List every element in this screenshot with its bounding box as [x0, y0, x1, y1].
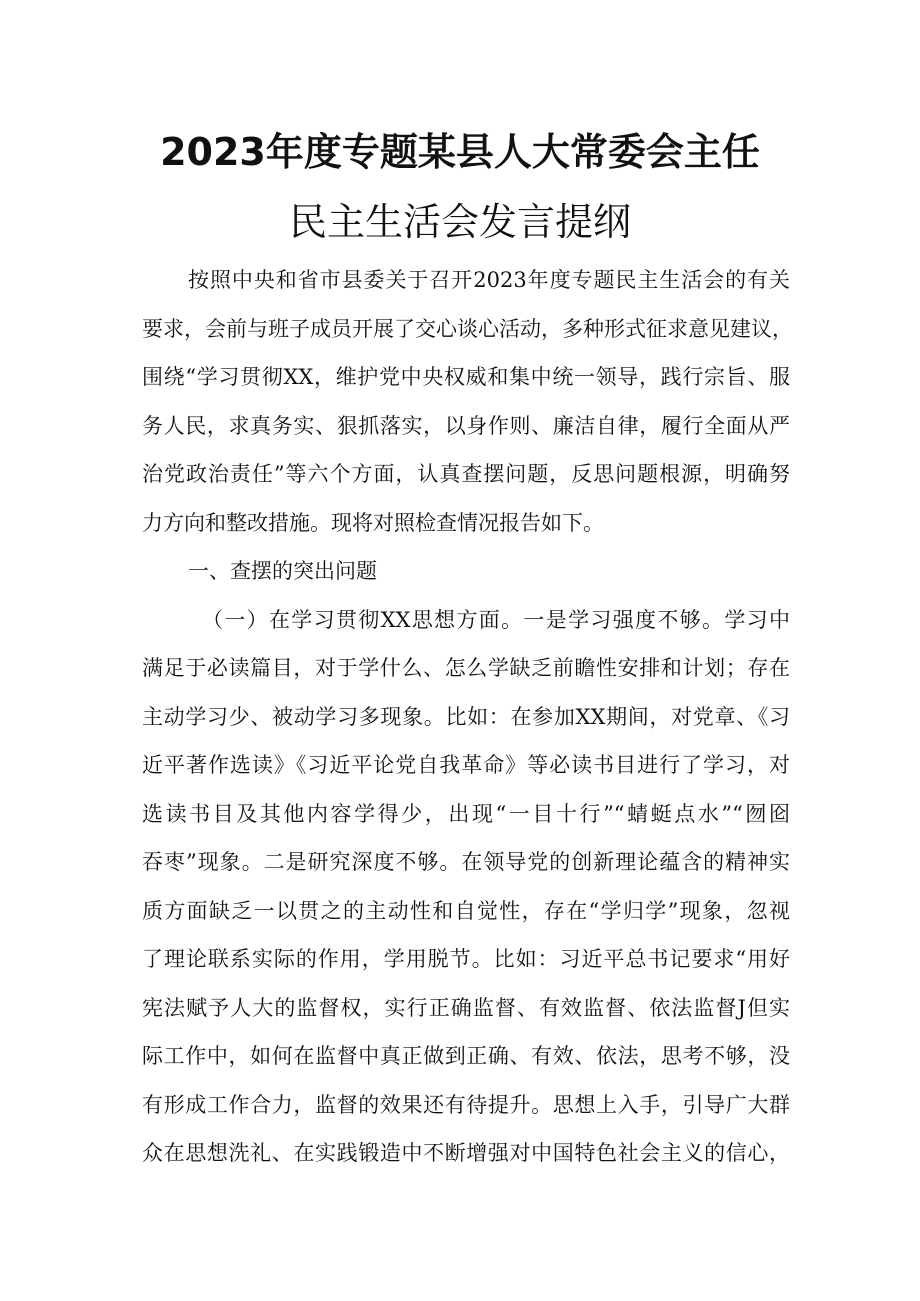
body-line: 力方向和整改措施。现将对照检查情况报告如下。	[142, 510, 604, 535]
body-line: 要求，会前与班子成员开展了交心谈心活动，多种形式征求意见建议，	[142, 316, 793, 341]
body-line: 围绕“学习贯彻XX，维护党中央权威和集中统一领导，践行宗旨、服	[142, 365, 790, 389]
section-heading: 一、查摆的突出问题	[188, 559, 377, 583]
body-line: 际工作中，如何在监督中真正做到正确、有效、依法，思考不够，没	[142, 1044, 790, 1068]
document-body	[142, 256, 793, 1178]
document-title-line-2: 民主生活会发言提纲	[288, 200, 631, 244]
body-line: 众在思想洗礼、在实践锻造中不断增强对中国特色社会主义的信心，	[142, 1141, 790, 1165]
body-line: 满足于必读篇目，对于学什么、怎么学缺乏前瞻性安排和计划；存在	[142, 656, 790, 680]
body-line: 按照中央和省市县委关于召开2023年度专题民主生活会的有关	[188, 268, 790, 292]
body-line: 近平著作选读》《习近平论党自我革命》等必读书目进行了学习，对	[142, 753, 790, 777]
body-line: （一）在学习贯彻XX思想方面。一是学习强度不够。学习中	[202, 607, 790, 632]
body-line: 有形成工作合力，监督的效果还有待提升。思想上入手，引导广大群	[142, 1092, 790, 1117]
body-line: 宪法赋予人大的监督权，实行正确监督、有效监督、依法监督J但实	[142, 995, 790, 1020]
body-line: 吞枣”现象。二是研究深度不够。在领导党的创新理论蕴含的精神实	[142, 850, 790, 874]
body-line: 主动学习少、被动学习多现象。比如：在参加XX期间，对党章、《习	[142, 704, 790, 729]
body-line: 务人民，求真务实、狠抓落实，以身作则、廉洁自律，履行全面从严	[142, 413, 790, 438]
body-line: 治党政治责任”等六个方面，认真查摆问题，反思问题根源，明确努	[142, 462, 790, 486]
document-title-line-1: 2023年度专题某县人大常委会主任	[160, 130, 760, 174]
body-line: 选读书目及其他内容学得少，出现“一目十行”“蜻蜓点水”“囫囵	[142, 801, 790, 826]
body-line: 了理论联系实际的作用，学用脱节。比如：习近平总书记要求“用好	[142, 947, 790, 971]
body-line: 质方面缺乏一以贯之的主动性和自觉性，存在“学归学”现象，忽视	[142, 898, 790, 923]
